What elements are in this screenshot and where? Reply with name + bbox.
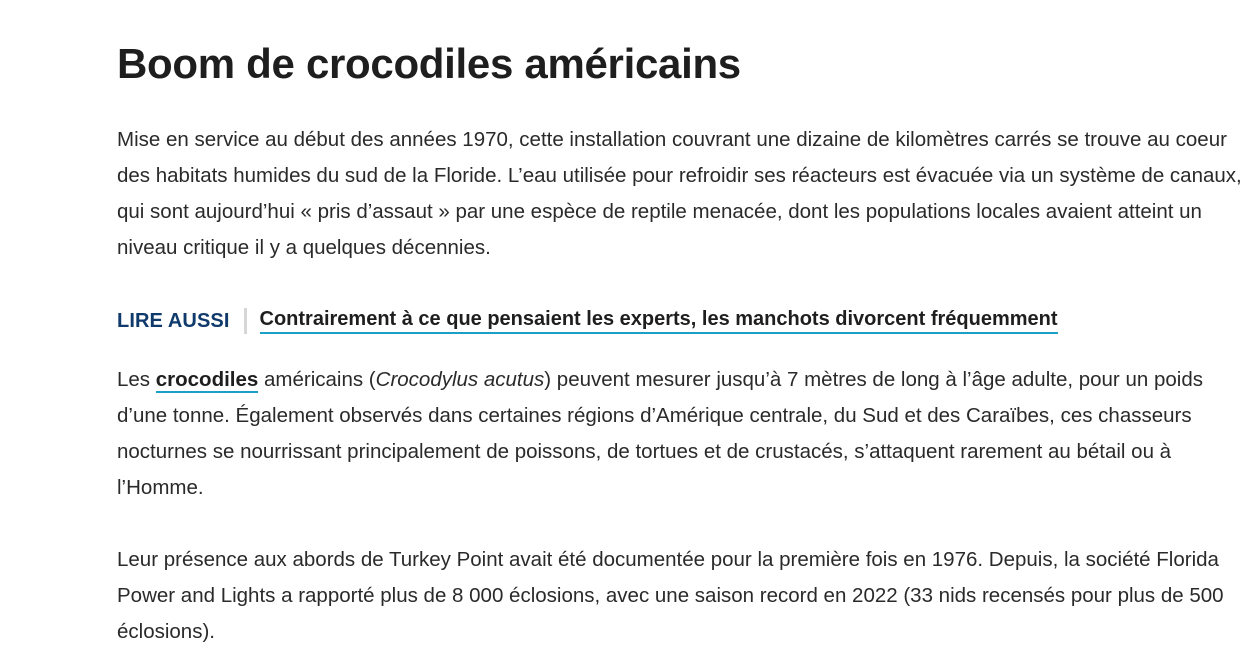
paragraph-crocodiles: [117, 362, 1242, 506]
read-also-link[interactable]: Contrairement à ce que pensaient les experts, les manchots divorcent fréquemment: [260, 308, 1058, 334]
read-also-divider: [244, 308, 247, 334]
read-also-label: LIRE AUSSI: [117, 309, 230, 332]
paragraph-middle: américains (: [258, 368, 376, 391]
crocodiles-link[interactable]: crocodiles: [155, 368, 259, 391]
paragraph-suffix: ) peuvent mesurer jusqu’à 7 mètres de long à l’âge adulte, pour un poids d’une tonne. Également observés dans certaines régions d’Amérique centrale, du Sud et des Caraïbes, ces chasseurs nocturnes se nourrissant principalement de poissons, de tortues et de crustacés, s’attaquent rarement au bétail ou à l’Homme.: [117, 368, 1203, 499]
paragraph-intro: Mise en service au début des années 1970, cette installation couvrant une dizaine de kilomètres carrés se trouve au coeur des habitats humides du sud de la Floride. L’eau utilisée pour refroidir ses réacteurs est évacuée via un système de canaux, qui sont aujourd’hui « pris d’assaut » par une espèce de reptile menacée, dont les populations locales avaient atteint un niveau critique il y a quelques décennies.: [117, 128, 1242, 259]
paragraph-turkey-point: Leur présence aux abords de Turkey Point avait été documentée pour la première fois en 1976. Depuis, la société Florida Power and Lights a rapporté plus de 8 000 éclosions, avec une saison record en 2022 (33 nids recensés pour plus de 500 éclosions).: [117, 548, 1224, 643]
paragraph-prefix: Les: [117, 368, 156, 391]
species-name: Crocodylus acutus: [375, 368, 545, 391]
read-also-block: [117, 304, 1058, 338]
section-heading: Boom de crocodiles américains: [117, 40, 741, 87]
